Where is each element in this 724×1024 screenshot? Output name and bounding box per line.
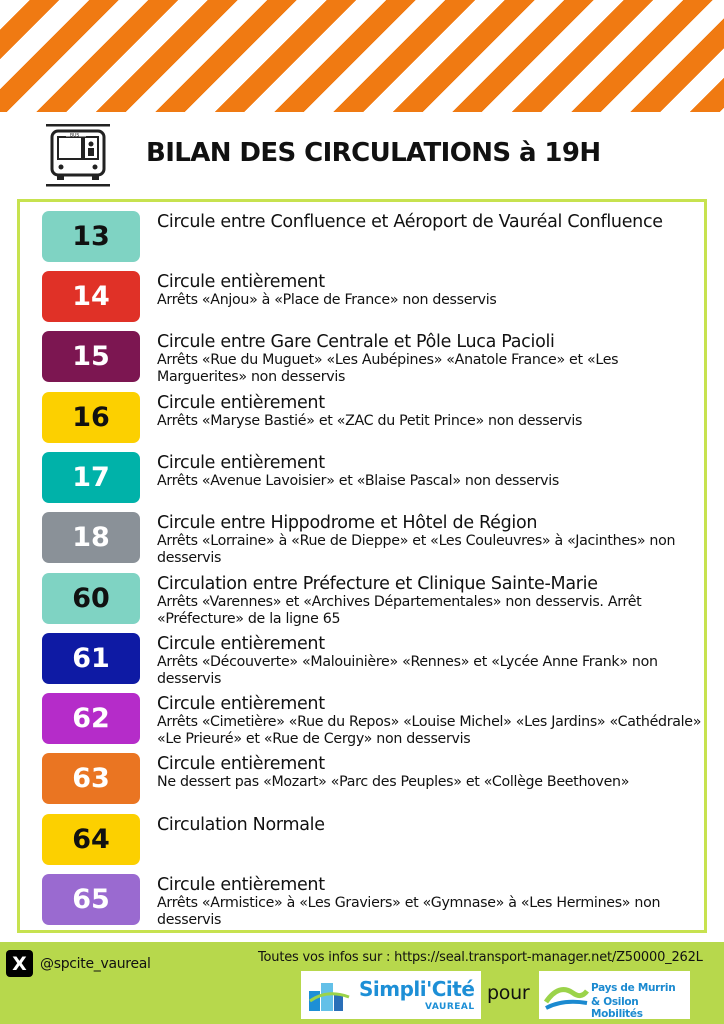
logo-brand-sub: VAUREAL [425,1002,475,1012]
line-description [157,212,702,232]
line-number-badge: 13 [42,211,140,262]
line-details: Arrêts «Lorraine» à «Rue de Dieppe» et «Les Couleuvres» à «Jacinthes» non desservis [157,533,676,566]
line-details: Arrêts «Découverte» «Malouinière» «Rennes» et «Lycée Anne Frank» non desservis [157,654,658,687]
line-status: Circule entièrement [157,634,325,654]
line-row [20,564,704,627]
line-status: Circule entre Hippodrome et Hôtel de Région [157,513,538,533]
line-number-badge: 16 [42,392,140,443]
line-row [20,865,704,928]
line-description [157,574,702,628]
line-row [20,684,704,747]
line-row [20,443,704,503]
line-description [157,694,702,748]
line-number-badge: 65 [42,874,140,925]
line-description [157,332,702,386]
line-row [20,322,704,385]
line-details: Arrêts «Armistice» à «Les Graviers» et «Gymnase» à «Les Hermines» non desservis [157,895,661,928]
line-status: Circule entièrement [157,453,325,473]
line-status: Circule entièrement [157,694,325,714]
line-status: Circule entièrement [157,393,325,413]
line-number-badge: 18 [42,512,140,563]
footer [0,942,724,1024]
line-description [157,393,702,430]
line-status: Circule entièrement [157,272,325,292]
line-number-badge: 61 [42,633,140,684]
line-details: Arrêts «Anjou» à «Place de France» non desservis [157,292,497,308]
logo2-line1: Pays de Murrin [591,982,676,994]
line-status: Circule entre Confluence et Aéroport de Vauréal Confluence [157,212,663,232]
line-status: Circulation entre Préfecture et Clinique Sainte-Marie [157,574,598,594]
line-number-badge: 17 [42,452,140,503]
line-number-badge: 15 [42,331,140,382]
logo-brand-name: Simpli'Cité [359,977,475,1001]
line-details: Ne dessert pas «Mozart» «Parc des Peuples» et «Collège Beethoven» [157,774,630,790]
line-status: Circule entièrement [157,875,325,895]
line-number-badge: 60 [42,573,140,624]
line-status: Circule entre Gare Centrale et Pôle Luca Pacioli [157,332,555,352]
buildings-icon [307,977,351,1013]
line-description [157,754,702,791]
line-description [157,513,702,567]
line-details: Arrêts «Maryse Bastié» et «ZAC du Petit Prince» non desservis [157,413,583,429]
line-row [20,383,704,443]
line-description [157,453,702,490]
x-icon[interactable]: X [6,950,33,977]
line-row [20,503,704,566]
bus-icon [44,122,112,188]
line-status: Circulation Normale [157,815,325,835]
line-details: Arrêts «Avenue Lavoisier» et «Blaise Pascal» non desservis [157,473,559,489]
line-details: Arrêts «Varennes» et «Archives Départementales» non desservis. Arrêt «Préfecture» de la ligne 65 [157,594,642,627]
info-link-text[interactable]: Toutes vos infos sur : https://seal.transport-manager.net/Z50000_262L [258,950,703,965]
logo2-line2: & Osilon Mobilités [591,996,643,1020]
hazard-stripes-banner [0,0,724,112]
lines-status-panel [17,199,707,933]
line-row [20,805,704,865]
simplicite-logo [301,971,481,1019]
line-row [20,202,704,262]
line-number-badge: 64 [42,814,140,865]
line-status: Circule entièrement [157,754,325,774]
line-description [157,875,702,929]
line-description [157,272,702,309]
swoosh-icon [543,977,589,1013]
line-row [20,624,704,687]
pour-text: pour [487,982,530,1004]
svg-text:BUS: BUS [70,133,80,139]
line-details: Arrêts «Rue du Muguet» «Les Aubépines» «Anatole France» et «Les Marguerites» non desservis [157,352,619,385]
line-row [20,262,704,322]
line-number-badge: 63 [42,753,140,804]
line-number-badge: 62 [42,693,140,744]
line-number-badge: 14 [42,271,140,322]
header [0,112,724,194]
line-details: Arrêts «Cimetière» «Rue du Repos» «Louise Michel» «Les Jardins» «Cathédrale» «Le Prieuré» et «Rue de Cergy» non desservis [157,714,702,747]
social-handle[interactable]: @spcite_vaureal [40,956,151,972]
page-title: BILAN DES CIRCULATIONS à 19H [146,138,601,168]
line-description [157,634,702,688]
pays-logo [539,971,690,1019]
line-description [157,815,702,835]
line-row [20,744,704,804]
